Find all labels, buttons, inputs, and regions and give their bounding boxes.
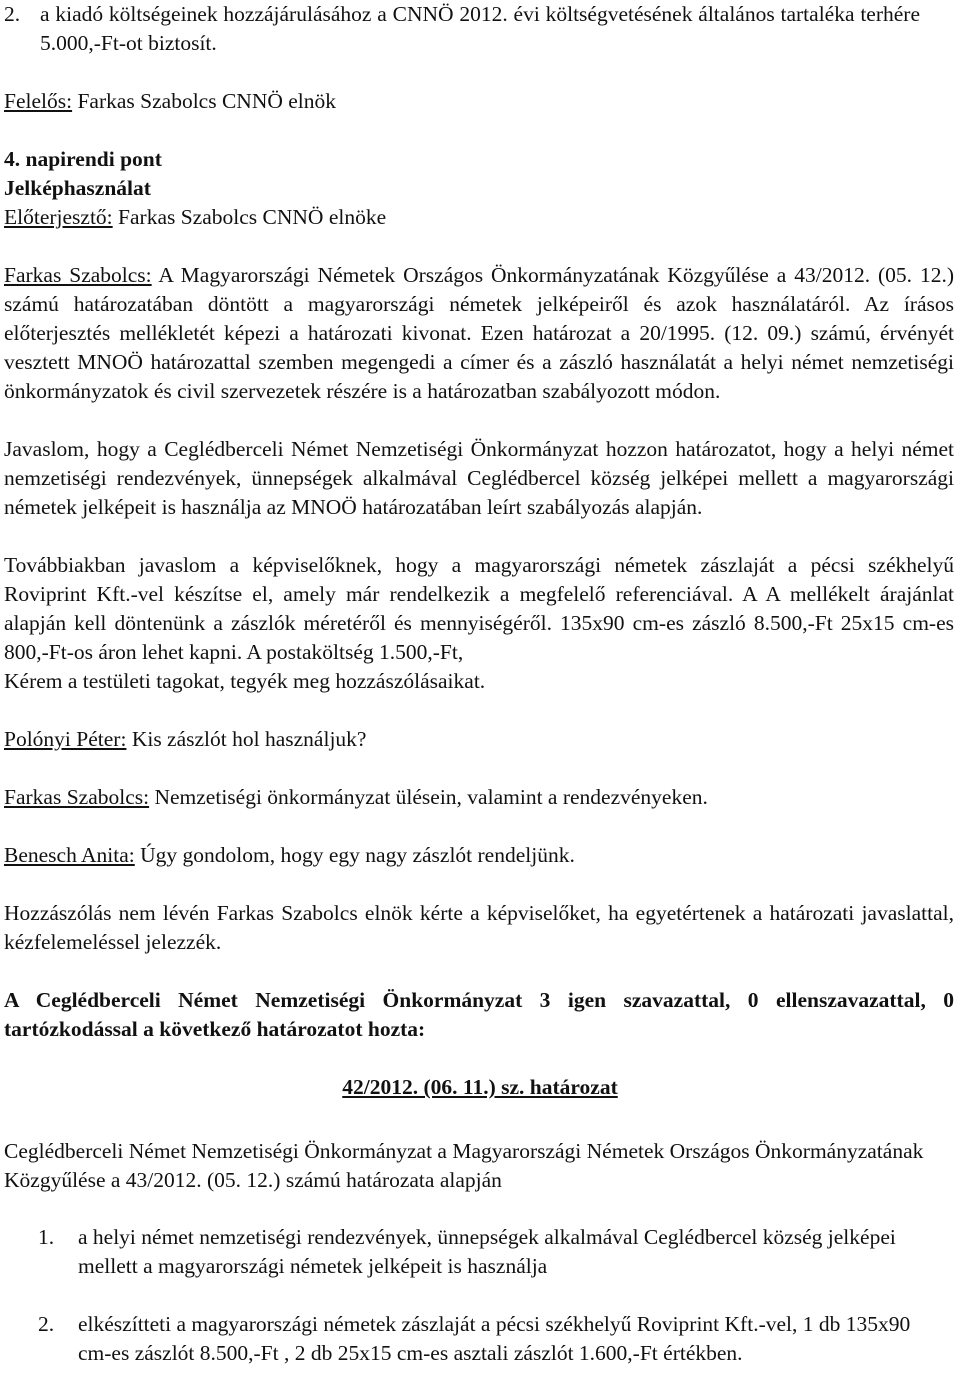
vote-request: Hozzászólás nem lévén Farkas Szabolcs elnök kérte a képviselőket, ha egyetértenek a határozati javaslattal, kézfelemeléssel jelezzék. — [4, 901, 954, 954]
resolution-title-text: 42/2012. (06. 11.) sz. határozat — [342, 1075, 618, 1099]
resolution-intro: Ceglédberceli Német Nemzetiségi Önkormányzat a Magyarországi Németek Országos Önkormányzatának Közgyűlése a 43/2012. (05. 12.) számú határozata alapján — [4, 1139, 924, 1192]
speech-farkas-1-paragraph-4: Kérem a testületi tagokat, tegyék meg hozzászólásaikat. — [4, 669, 486, 693]
presenter-value: Farkas Szabolcs CNNÖ elnöke — [112, 205, 387, 229]
list-text: elkészítteti a magyarországi németek zászlaját a pécsi székhelyű Roviprint Kft.-vel, 1 db 135x90 cm-es zászlót 8.500,-Ft , 2 db 25x15 cm-es asztali zászlót 1.600,-Ft értékben. — [78, 1312, 911, 1365]
speech-text: A Magyarországi Németek Országos Önkormányzatának Közgyűlése a 43/2012. (05. 12.) számú határozatában döntött a magyarországi németek jelképeiről és azok használatáról. Az írásos előterjesztés mellékletét képezi a határozati kivonat. Ezen határozat a 20/1995. (12. 09.) számú, érvényét vesztett MNOÖ határozattal szemben megengedi a címer és a zászló használatát a helyi német nemzetiségi önkormányzatok és civil szervezetek részére is a határozatban szabályozott módon. — [4, 263, 954, 403]
speaker-name: Benesch Anita: — [4, 843, 135, 867]
speech-farkas-1-paragraph-3: Továbbiakban javaslom a képviselőknek, hogy a magyarországi németek zászlaját a pécsi székhelyű Roviprint Kft.-vel készítse el, amely már rendelkezik a megfelelő referenciával. A A mellékelt árajánlat alapján kell döntenünk a zászlók méretéről és mennyiségéről. 135x90 cm-es zászló 8.500,-Ft 25x15 cm-es 800,-Ft-os áron lehet kapni. A postaköltség 1.500,-Ft, — [4, 553, 954, 664]
presenter-label: Előterjesztő: — [4, 205, 113, 229]
list-text: a kiadó költségeinek hozzájárulásához a CNNÖ 2012. évi költségvetésének általános tartaléka terhére 5.000,-Ft-ot biztosít. — [40, 2, 920, 55]
vote-result: A Ceglédberceli Német Nemzetiségi Önkormányzat 3 igen szavazattal, 0 ellenszavazattal, 0 tartózkodással a következő határozatot hozta: — [4, 988, 954, 1041]
speaker-name: Farkas Szabolcs: — [4, 263, 152, 287]
responsible-value: Farkas Szabolcs CNNÖ elnök — [72, 89, 337, 113]
speaker-name: Polónyi Péter: — [4, 727, 127, 751]
speech-text: Kis zászlót hol használjuk? — [126, 727, 367, 751]
list-number: 2. — [38, 1312, 55, 1336]
speech-text: Nemzetiségi önkormányzat ülésein, valamint a rendezvényeken. — [149, 785, 708, 809]
speaker-name: Farkas Szabolcs: — [4, 785, 150, 809]
list-number: 1. — [38, 1225, 55, 1249]
speech-farkas-2 — [4, 783, 954, 812]
presenter-line — [4, 203, 954, 232]
speech-polonyi — [4, 725, 954, 754]
list-text: a helyi német nemzetiségi rendezvények, ünnepségek alkalmával Ceglédbercel község jelképei mellett a magyarországi németek jelképeit is használja — [78, 1225, 896, 1278]
agenda-number: 4. napirendi pont — [4, 147, 162, 171]
speech-text: Úgy gondolom, hogy egy nagy zászlót rendeljünk. — [134, 843, 575, 867]
responsible-line — [4, 87, 954, 116]
list-number: 2. — [4, 2, 21, 26]
speech-farkas-1-paragraph-1 — [4, 261, 954, 406]
responsible-label: Felelős: — [4, 89, 73, 113]
speech-benesch — [4, 841, 954, 870]
resolution-title — [0, 1073, 960, 1102]
speech-farkas-1-paragraph-2: Javaslom, hogy a Ceglédberceli Német Nemzetiségi Önkormányzat hozzon határozatot, hogy a helyi német nemzetiségi rendezvények, ünnepségek alkalmával Ceglédbercel község jelképei mellett a magyarországi németek jelképeit is használja az MNOÖ határozatában leírt szabályozás alapján. — [4, 437, 954, 519]
agenda-title: Jelképhasználat — [4, 176, 151, 200]
